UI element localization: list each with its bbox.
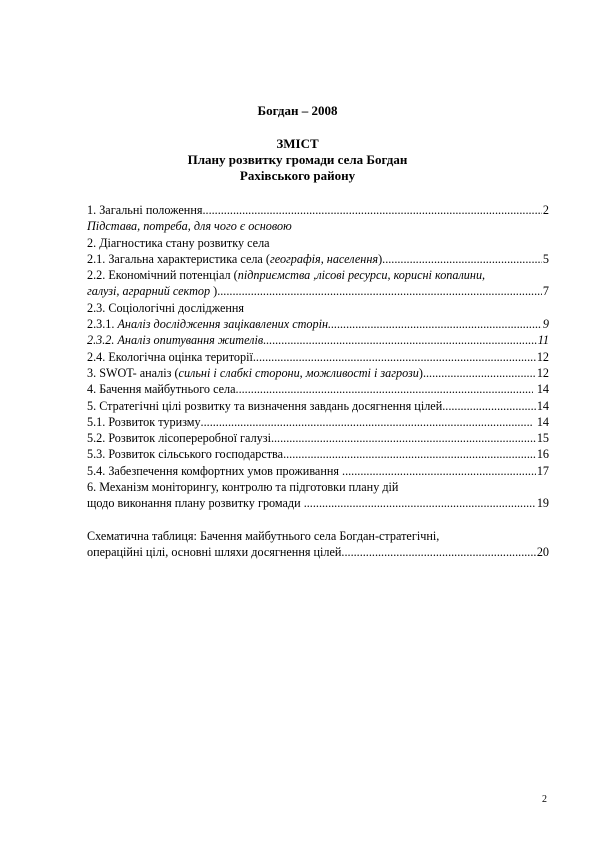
toc-entry-text: 5.1. Розвиток туризму [87,414,201,429]
toc-page-number: 14 [533,382,549,397]
toc-entry-text-italic: географія, населення [269,251,379,266]
dot-leader [304,495,536,511]
toc-entry-text-part: ) [418,365,423,380]
toc-entry-2: 2. Діагностика стану розвитку села [87,235,270,250]
toc-entry-6-line1: 6. Механізм моніторингу, контролю та підготовки плану дій [87,480,399,495]
toc-page-number: 20 [536,545,549,560]
toc-entry-5-1 [87,414,549,430]
dot-leader [253,349,536,365]
toc-entry-text-italic: підприємства ,лісові ресурси, корисні копалини, [237,268,486,283]
toc-entry-text [87,283,217,299]
toc-title: ЗМІСТ [276,136,319,151]
toc-page-number: 11 [537,333,549,348]
blank-line [87,512,549,528]
toc-entry-2-3-2 [87,332,549,348]
toc-page-number: 7 [542,284,549,299]
toc-page-number: 2 [542,203,549,217]
dot-leader [442,398,536,414]
toc-entry-3 [87,365,549,381]
toc-entry-1 [87,202,549,218]
dot-leader [201,414,533,430]
toc-entry-text: 2.3.2. Аналіз опитування жителів [87,333,264,348]
toc-entry-1-note: Підстава, потреба, для чого є основою [87,219,292,234]
toc-entry-text: 4. Бачення майбутнього села [87,382,236,397]
toc-entry-text-part: ) [378,251,383,266]
toc-entry-text: 2.4. Екологічна оцінка території [87,349,253,364]
toc-page-number: 5 [542,251,549,266]
toc-entry-2-3: 2.3. Соціологічні дослідження [87,300,245,315]
toc-entry-4 [87,381,549,397]
toc-page-number: 19 [536,496,549,511]
toc-entry-text: операційні цілі, основні шляхи досягнення цілей [87,545,342,560]
toc-page-number: 12 [536,349,549,364]
toc-entry-2-2-line1 [87,267,549,283]
dot-leader [217,283,542,299]
toc-page-number: 16 [536,447,549,462]
year-line: Богдан – 2008 [257,103,338,118]
toc-entry-2-2-line2 [87,283,549,299]
dot-leader [382,251,542,267]
toc-table-line1: Схематична таблиця: Бачення майбутнього села Богдан-стратегічні, [87,528,440,543]
dot-leader [263,332,537,348]
toc-entry-text-part: 2.3.1. [87,317,118,332]
dot-leader [328,316,542,332]
dot-leader [236,381,533,397]
toc-entry-text-part: 2.2. Економічний потенціал ( [87,268,238,283]
toc-entry-5-4 [87,463,549,479]
district-subtitle: Рахівського району [239,168,356,183]
toc-entry-6-line2 [87,495,549,511]
toc-entry-text [87,251,382,267]
toc-table-line2 [87,544,549,560]
document-header [0,103,595,184]
toc-page-number: 17 [536,463,549,478]
toc-entry-text-part: 2.1. Загальна характеристика села ( [87,251,270,266]
toc-entry-text-italic: галузі, аграрний сектор [87,284,214,299]
dot-leader [283,446,536,462]
toc-page-number: 14 [536,398,549,413]
toc-entry-text-italic: Аналіз дослідження зацікавлених сторін [117,317,329,332]
toc-entry-text: 5. Стратегічні цілі розвитку та визначення завдань досягнення цілей [87,398,443,413]
table-of-contents [87,202,549,561]
toc-entry-text: 5.4. Забезпечення комфортних умов проживання [87,463,343,478]
toc-entry-2-3-1 [87,316,549,332]
plan-subtitle: Плану розвитку громади села Богдан [187,152,408,167]
toc-page-number: 9 [542,317,549,332]
toc-entry-text-italic: сильні і слабкі сторони, можливості і загрози [178,365,419,380]
footer-page-number: 2 [542,794,547,805]
toc-entry-5 [87,398,549,414]
toc-page-number: 12 [536,365,549,380]
toc-entry-2-4 [87,349,549,365]
dot-leader [341,544,535,560]
toc-entry-text-part: ) [213,284,218,299]
toc-page-number: 15 [536,431,549,446]
toc-page-number: 14 [533,414,549,429]
dot-leader [271,430,536,446]
toc-entry-text: 5.2. Розвиток лісопереробної галузі [87,431,271,446]
dot-leader [202,202,541,218]
toc-entry-text [87,365,423,381]
toc-entry-text: 1. Загальні положення [87,203,203,217]
toc-entry-text [87,316,328,332]
toc-entry-text-part: 3. SWOT- аналіз ( [87,365,179,380]
dot-leader [423,365,536,381]
toc-entry-text: щодо виконання плану розвитку громади [87,496,304,511]
toc-entry-2-1 [87,251,549,267]
toc-entry-text: 5.3. Розвиток сільського господарства [87,447,284,462]
toc-entry-5-2 [87,430,549,446]
dot-leader [342,463,536,479]
toc-entry-5-3 [87,446,549,462]
